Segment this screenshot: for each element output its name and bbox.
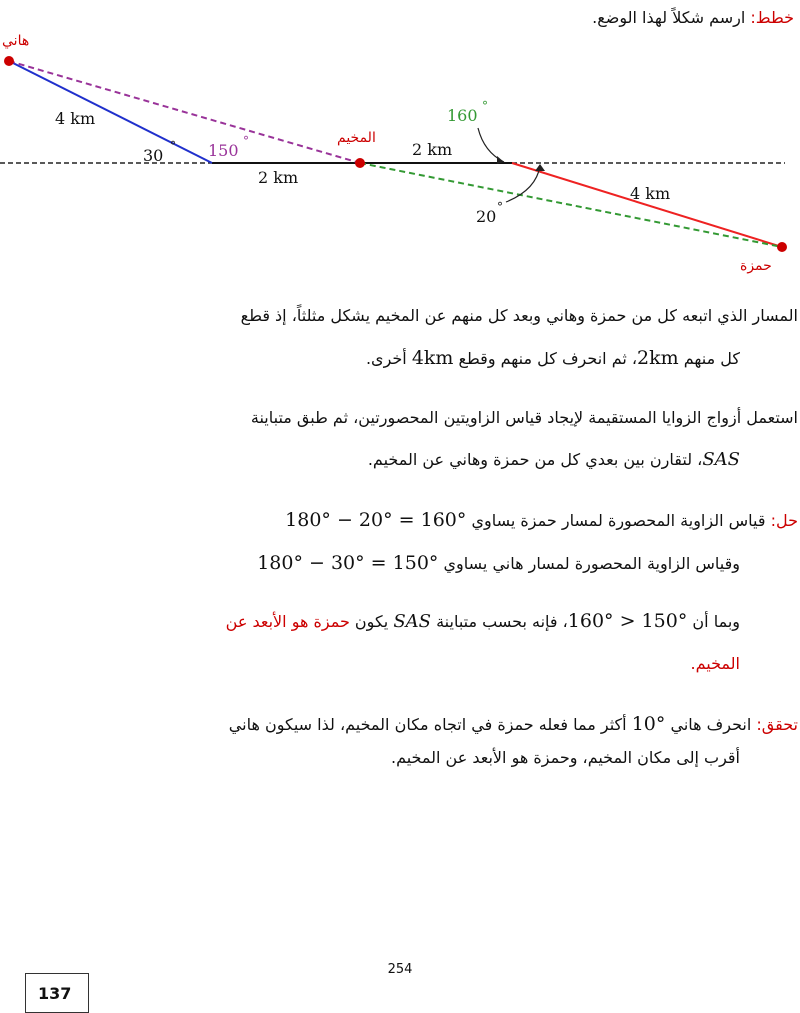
solution-line-1: حل: قياس الزاوية المحصورة لمسار حمزة يساوي 180° − 20° = 160° bbox=[285, 509, 798, 531]
solution-label: حل: bbox=[770, 511, 798, 530]
hani-second-leg bbox=[9, 61, 212, 163]
angle-150-label: 150 bbox=[208, 141, 239, 160]
paragraph-2-line-1: استعمل أزواج الزوايا المستقيمة لإيجاد قياس الزاويتين المحصورتين، ثم طبق متباينة bbox=[250, 408, 798, 427]
dist-2km-top-label: 2 km bbox=[412, 140, 453, 159]
angle-160-label: 160 bbox=[447, 106, 478, 125]
camp-point bbox=[355, 158, 365, 168]
dist-4km-right-label: 4 km bbox=[630, 184, 671, 203]
paragraph-1-line-1: المسار الذي اتبعه كل من حمزة وهاني وبعد كل منهم عن المخيم يشكل مثلثاً، إذ قطع bbox=[240, 306, 798, 325]
angle-150-deg: ° bbox=[243, 134, 249, 148]
angle-20-arrow bbox=[506, 166, 540, 202]
solution-math-1: 180° − 20° = 160° bbox=[285, 509, 467, 531]
check-label: تحقق: bbox=[756, 715, 798, 734]
paragraph-1-line-2: كل منهم 2km، ثم انحرف كل منهم وقطع 4km أخرى. bbox=[365, 347, 740, 369]
plan-text: ارسم شكلاً لهذا الوضع. bbox=[592, 8, 746, 27]
dist-4km-left-label: 4 km bbox=[55, 109, 96, 128]
angle-20-arrowhead bbox=[535, 164, 545, 171]
paragraph-2-line-2: SAS، لتقارن بين بعدي كل من حمزة وهاني عن المخيم. bbox=[367, 449, 740, 470]
angle-30-deg: ° bbox=[170, 139, 176, 153]
hani-label: هاني bbox=[2, 33, 30, 49]
book-page-box: 137 bbox=[25, 973, 89, 1013]
paths-diagram bbox=[0, 30, 800, 275]
angle-160-arrow bbox=[478, 128, 504, 162]
check-line-2: أقرب إلى مكان المخيم، وحمزة هو الأبعد عن المخيم. bbox=[390, 748, 740, 767]
dist-2km-bottom-label: 2 km bbox=[258, 168, 299, 187]
conclusion-line-1: وبما أن 160° > 150°، فإنه بحسب متباينة SAS يكون حمزة هو الأبعد عن bbox=[225, 610, 740, 632]
angle-160-deg: ° bbox=[482, 99, 488, 113]
hamza-point bbox=[777, 242, 787, 252]
conclusion-line-2: المخيم. bbox=[690, 654, 740, 673]
hani-point bbox=[4, 56, 14, 66]
angle-20-label: 20 bbox=[476, 207, 497, 226]
camp-label: المخيم bbox=[337, 130, 376, 146]
angle-30-label: 30 bbox=[143, 146, 164, 165]
solution-line-2: وقياس الزاوية المحصورة لمسار هاني يساوي 180° − 30° = 150° bbox=[257, 552, 740, 574]
plan-heading bbox=[592, 8, 794, 27]
hamza-second-leg bbox=[512, 163, 782, 247]
solution-math-2: 180° − 30° = 150° bbox=[257, 552, 439, 574]
check-line-1: تحقق: انحرف هاني 10° أكثر مما فعله حمزة في اتجاه مكان المخيم، لذا سيكون هاني bbox=[228, 713, 798, 735]
page-number: 254 bbox=[387, 962, 413, 977]
angle-20-deg: ° bbox=[497, 200, 503, 214]
plan-label: خطط: bbox=[750, 8, 794, 27]
hamza-distance-dashed bbox=[360, 163, 782, 247]
paragraph-2 bbox=[8, 398, 798, 438]
paragraph-1 bbox=[8, 296, 798, 336]
hamza-label: حمزة bbox=[740, 258, 772, 274]
